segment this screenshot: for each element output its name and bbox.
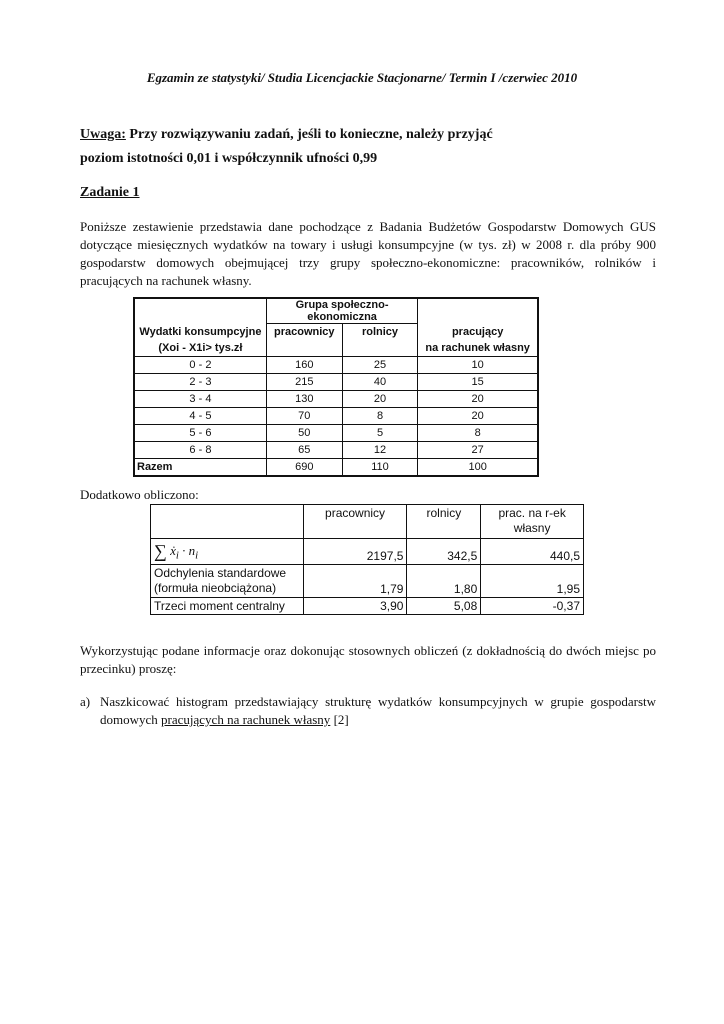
table1-empty-header bbox=[418, 298, 538, 324]
table-row: 5 - 6 50 5 8 bbox=[134, 425, 538, 442]
item-a-text: Naszkicować histogram przedstawiający strukturę wydatków konsumpcyjnych w grupie gospodarstw domowych pracujących na rachunek własny [2] bbox=[100, 694, 656, 727]
table1-corner bbox=[134, 298, 266, 324]
note-block bbox=[80, 123, 493, 171]
sum-formula: ∑ ẋ$_i$ · $n_i$ bbox=[151, 539, 304, 565]
note-line-1 bbox=[80, 123, 493, 147]
item-a-label: a) bbox=[80, 694, 91, 709]
table1-col-pracownicy: pracownicy bbox=[266, 324, 342, 341]
table-row: 2 - 3 215 40 15 bbox=[134, 374, 538, 391]
table1-col-pracownicy-blank bbox=[266, 340, 342, 357]
statistics-table bbox=[150, 504, 584, 615]
stats-col-rolnicy: rolnicy bbox=[407, 505, 481, 539]
table-row: 4 - 5 70 8 20 bbox=[134, 408, 538, 425]
table1-col-rolnicy: rolnicy bbox=[342, 324, 418, 341]
task-item-a bbox=[80, 693, 656, 729]
table-total-row: Razem 690 110 100 bbox=[134, 459, 538, 477]
expenses-table bbox=[133, 297, 539, 477]
note-label: Uwaga: bbox=[80, 127, 126, 142]
document-title: Egzamin ze statystyki/ Studia Licencjackie Stacjonarne/ Termin I /czerwiec 2010 bbox=[146, 70, 578, 85]
task-heading: Zadanie 1 bbox=[80, 185, 140, 200]
stats-col-pracownicy: pracownicy bbox=[303, 505, 407, 539]
table1-col-rolnicy-blank bbox=[342, 340, 418, 357]
sd-label: Odchylenia standardowe (formuła nieobciążona) bbox=[151, 565, 304, 598]
note-line1-text: Przy rozwiązywaniu zadań, jeśli to konieczne, należy przyjąć bbox=[125, 127, 493, 142]
stats-corner bbox=[151, 505, 304, 539]
third-moment-label: Trzeci moment centralny bbox=[151, 598, 304, 615]
table-row: Odchylenia standardowe (formuła nieobciążona) 1,79 1,80 1,95 bbox=[151, 565, 584, 598]
table-row: 6 - 8 65 12 27 bbox=[134, 442, 538, 459]
table-row: 3 - 4 130 20 20 bbox=[134, 391, 538, 408]
instructions-text: Wykorzystując podane informacje oraz dokonując stosownych obliczeń (z dokładnością do dwóch miejsc po przecinku) proszę: bbox=[80, 643, 656, 676]
table1-col-pracujacy-1: pracujący bbox=[418, 324, 538, 341]
table1-row-header-2: (Xoi - X1i> tys.zł bbox=[134, 340, 266, 357]
additional-label: Dodatkowo obliczono: bbox=[80, 487, 199, 502]
table-row: Trzeci moment centralny 3,90 5,08 -0,37 bbox=[151, 598, 584, 615]
stats-col-pracujacy: prac. na r-ek własny bbox=[481, 505, 584, 539]
note-line-2: poziom istotności 0,01 i współczynnik ufności 0,99 bbox=[80, 151, 378, 166]
table-row: 0 - 2 160 25 10 bbox=[134, 357, 538, 374]
table1-group-header: Grupa społeczno-ekonomiczna bbox=[266, 298, 417, 324]
task-intro: Poniższe zestawienie przedstawia dane pochodzące z Badania Budżetów Gospodarstw Domowych GUS dotyczące miesięcznych wydatków na towary i usługi konsumpcyjne (w tys. zł) w 2008 r. dla próby 900 gospodarstw domowych obejmującej trzy grupy społeczno-ekonomiczne: pracowników, rolników i pracujących na rachunek własny. bbox=[80, 219, 656, 288]
table1-col-pracujacy-2: na rachunek własny bbox=[418, 340, 538, 357]
table1-row-header-1: Wydatki konsumpcyjne bbox=[134, 324, 266, 341]
table-row: ∑ ẋ$_i$ · $n_i$ 2197,5 342,5 440,5 bbox=[151, 539, 584, 565]
